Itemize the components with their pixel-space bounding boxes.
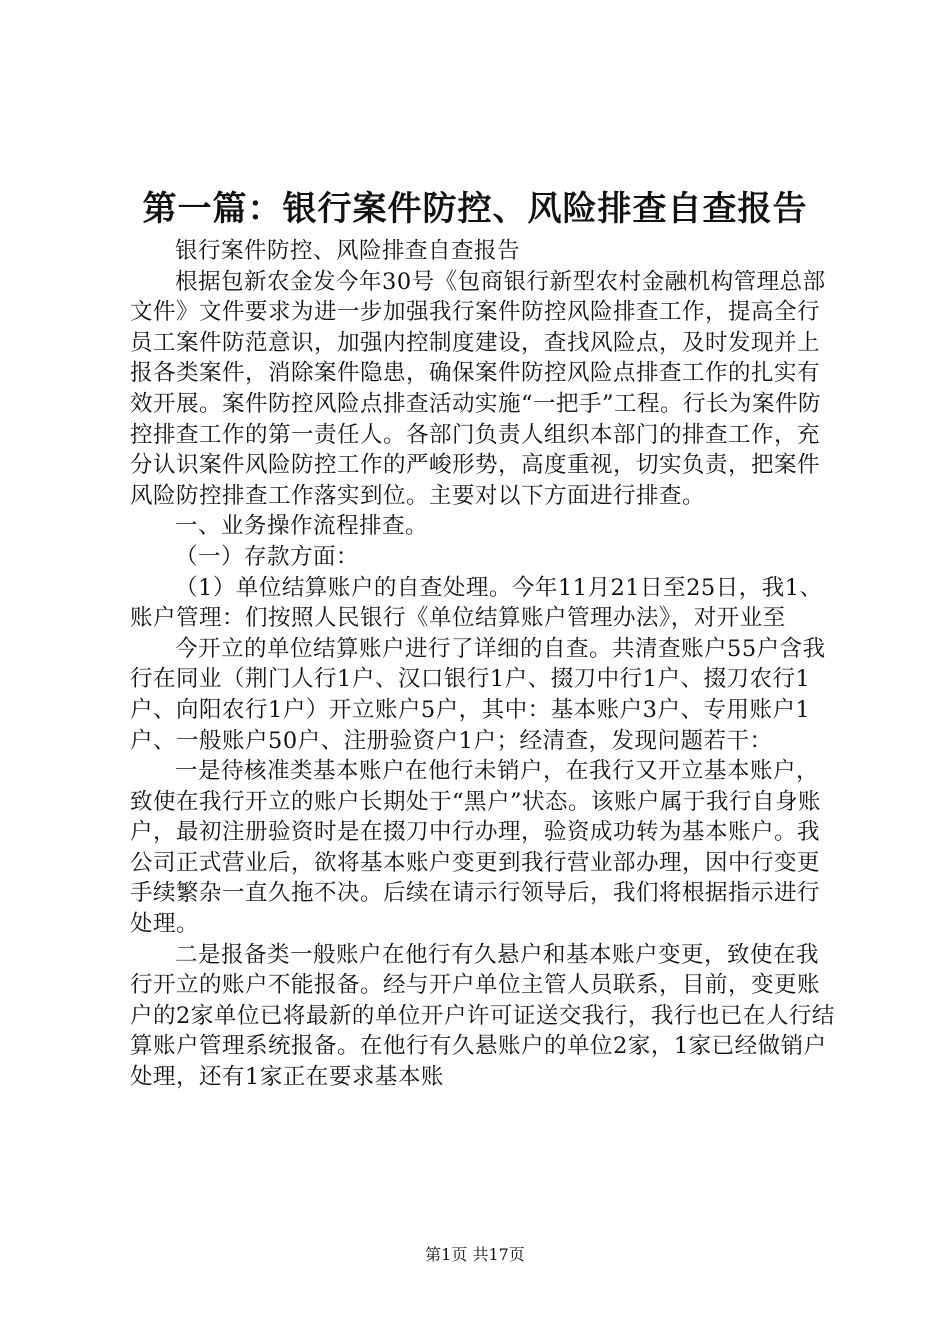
page-title: 第一篇：银行案件防控、风险排查自查报告 xyxy=(142,189,808,229)
paragraph-section-heading: 一、业务操作流程排查。 xyxy=(175,513,429,540)
paragraph-account-check: 今开立的单位结算账户进行了详细的自查。共清查账户55户含我行在同业（荆门人行1户、汉口银行1户、掇刀中行1户、掇刀农行1户、向阳农行1户）开立账户5户，其中：基本账户3户、专用账户1户、一般账户50户、注册验资户1户；经清查，发现问题若干： xyxy=(130,635,826,754)
document-body xyxy=(130,236,835,1093)
paragraph-subtitle: 银行案件防控、风险排查自查报告 xyxy=(175,238,521,264)
paragraph-issue-1: 一是待核准类基本账户在他行未销户，在我行又开立基本账户，致使在我行开立的账户长期处于“黑户”状态。该账户属于我行自身账户，最初注册验资时是在掇刀中行办理，验资成功转为基本账户。我公司正式营业后，欲将基本账户变更到我行营业部办理，因中行变更手续繁杂一直久拖不决。后续在请示行领导后，我们将根据指示进行处理。 xyxy=(130,758,822,938)
paragraph-subsection-heading: （一）存款方面： xyxy=(175,543,360,570)
paragraph-intro: 根据包新农金发今年30号《包商银行新型农村金融机构管理总部文件》文件要求为进一步加强我行案件防控风险排查工作，提高全行员工案件防范意识，加强内控制度建设，查找风险点，及时发现并上报各类案件，消除案件隐患，确保案件防控风险点排查工作的扎实有效开展。案件防控风险点排查活动实施“一把手”工程。行长为案件防控排查工作的第一责任人。各部门负责人组织本部门的排查工作，充分认识案件风险防控工作的严峻形势，高度重视，切实负责，把案件风险防控排查工作落实到位。主要对以下方面进行排查。 xyxy=(130,268,826,509)
paragraph-item-1: （1）单位结算账户的自查处理。今年11月21日至25日，我1、账户管理：们按照人民银行《单位结算账户管理办法》，对开业至 xyxy=(130,574,823,632)
page-footer: 第1页 共17页 xyxy=(425,1245,525,1264)
paragraph-issue-2: 二是报备类一般账户在他行有久悬户和基本账户变更，致使在我行开立的账户不能报备。经与开户单位主管人员联系，目前，变更账户的2家单位已将最新的单位开户许可证送交我行，我行也已在人行结算账户管理系统报备。在他行有久悬账户的单位2家，1家已经做销户处理，还有1家正在要求基本账 xyxy=(130,941,835,1091)
